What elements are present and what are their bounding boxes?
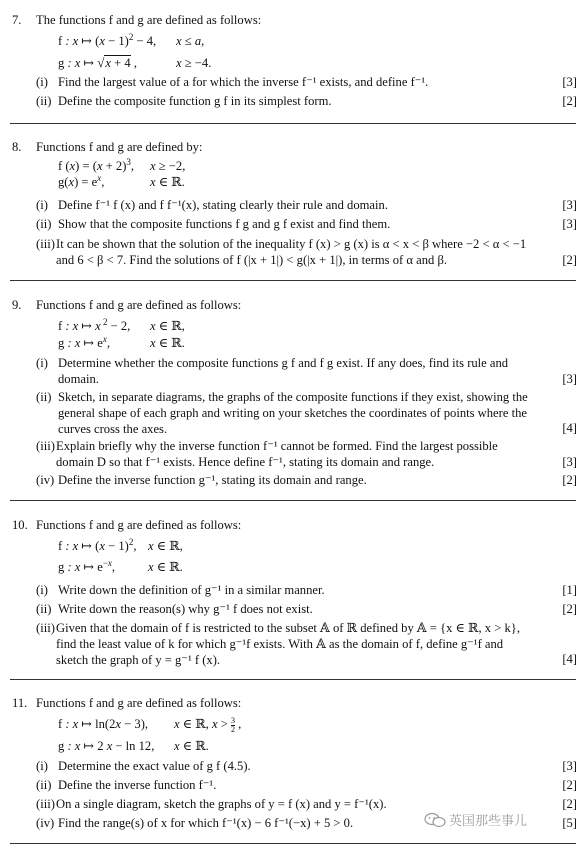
mark-allocation: [2]	[562, 253, 577, 267]
question-part: (ii) Show that the composite functions f g and g f exist and find them.	[36, 217, 391, 231]
mark-allocation: [3]	[562, 75, 577, 89]
function-definition-f: f : x ↦ ln(2x − 3), x ∈ ℝ, x > $\frac{3}{2}$ ,	[58, 716, 242, 734]
question-intro: Functions f and g are defined as follows:	[36, 696, 242, 710]
section-divider	[10, 123, 576, 124]
question-part: (i) Determine whether the composite functions g f and f g exist. If any does, find its rule and domain.	[36, 356, 509, 386]
mark-allocation: [3]	[562, 198, 577, 212]
question-part: (ii) Define the composite function g f in its simplest form.	[36, 94, 332, 108]
question-number: 10.	[12, 518, 28, 532]
question-part: (iii) It can be shown that the solution of the inequality f (x) > g (x) is α < x < β where −2 < α < −1 and 6 < β < 7. Find the solutions of f (|x + 1|) < g(|x + 1|), in terms of α and β.	[36, 237, 527, 267]
function-definition-g: g : x ↦ $e^x$, x ∈ ℝ.	[58, 334, 185, 350]
mark-allocation: [2]	[562, 602, 577, 616]
question-part: (iii) Explain briefly why the inverse function f⁻¹ cannot be formed. Find the largest possible domain D so that f⁻¹ exists. Hence define f⁻¹, stating its domain and range.	[36, 439, 498, 469]
watermark	[424, 812, 527, 830]
mark-allocation: [3]	[562, 372, 577, 386]
mark-allocation: [2]	[562, 473, 577, 487]
function-definition-f: f $(x) = (x + 2)^3$, x ≥ −2,	[58, 157, 186, 173]
question-part: (iii) On a single diagram, sketch the graphs of y = f (x) and y = f⁻¹(x).	[36, 797, 387, 811]
question-number: 9.	[12, 298, 22, 312]
question-part: (i) Define f⁻¹ f (x) and f f⁻¹(x), stating clearly their rule and domain.	[36, 198, 388, 212]
function-definition-f: f : x ↦ $(x - 1)^2$, x ∈ ℝ,	[58, 537, 183, 553]
question-part: (i) Write down the definition of g⁻¹ in a similar manner.	[36, 583, 325, 597]
mark-allocation: [1]	[562, 583, 577, 597]
mark-allocation: [2]	[562, 778, 577, 792]
function-definition-f: f : x ↦ $(x - 1)^2 - 4$, x ≤ a,	[58, 32, 205, 48]
question-part: (ii) Define the inverse function f⁻¹.	[36, 778, 217, 792]
section-divider	[10, 500, 576, 501]
question-intro: Functions f and g are defined by:	[36, 140, 203, 154]
question-part: (iv) Find the range(s) of x for which f⁻¹(x) − 6 f⁻¹(−x) + 5 > 0.	[36, 816, 354, 830]
question-intro: Functions f and g are defined as follows:	[36, 298, 242, 312]
question-number: 7.	[12, 13, 22, 27]
mark-allocation: [5]	[562, 816, 577, 830]
mark-allocation: [2]	[562, 797, 577, 811]
chat-bubble-icon	[424, 812, 446, 828]
function-definition-g: $g(x) = e^x$, x ∈ ℝ.	[58, 173, 185, 189]
watermark-text: 英国那些事儿	[449, 814, 528, 829]
question-intro: The functions f and g are defined as follows:	[36, 13, 262, 27]
mark-allocation: [3]	[562, 759, 577, 773]
question-part: (ii) Sketch, in separate diagrams, the graphs of the composite functions if they exist, showing the general shape of each graph and writing on your sketches the coordinates of points where the curves cross the axes.	[36, 390, 528, 436]
mark-allocation: [4]	[562, 421, 577, 435]
section-divider	[10, 843, 576, 844]
section-divider	[10, 280, 576, 281]
question-part: (ii) Write down the reason(s) why g⁻¹ f does not exist.	[36, 602, 313, 616]
question-part: (iv) Define the inverse function g⁻¹, stating its domain and range.	[36, 473, 367, 487]
question-part: (i) Determine the exact value of g f (4.5).	[36, 759, 251, 773]
mark-allocation: [2]	[562, 94, 577, 108]
section-divider	[10, 679, 576, 680]
question-part: (i) Find the largest value of a for which the inverse f⁻¹ exists, and define f⁻¹.	[36, 75, 429, 89]
mark-allocation: [4]	[562, 652, 577, 666]
question-part: (iii) Given that the domain of f is restricted to the subset 𝔸 of ℝ defined by 𝔸 = {x ∈ ℝ, x > k}, find the least value of k for which g⁻¹f exists. With 𝔸 as the domain of f, define g⁻¹f and sketch the graph of y = g⁻¹ f (x).	[36, 621, 520, 667]
question-number: 11.	[12, 696, 28, 710]
function-definition-g: g : x ↦ $e^{-x}$, x ∈ ℝ.	[58, 558, 183, 574]
function-definition-g: g : x ↦ 2 x − ln 12, x ∈ ℝ.	[58, 739, 209, 753]
question-intro: Functions f and g are defined as follows:	[36, 518, 242, 532]
function-definition-f: f : x ↦ x $^2$ − 2, x ∈ ℝ,	[58, 317, 185, 333]
mark-allocation: [3]	[562, 455, 577, 469]
question-number: 8.	[12, 140, 22, 154]
mark-allocation: [3]	[562, 217, 577, 231]
function-definition-g: g : x ↦ √x + 4 , x ≥ −4.	[58, 55, 212, 70]
